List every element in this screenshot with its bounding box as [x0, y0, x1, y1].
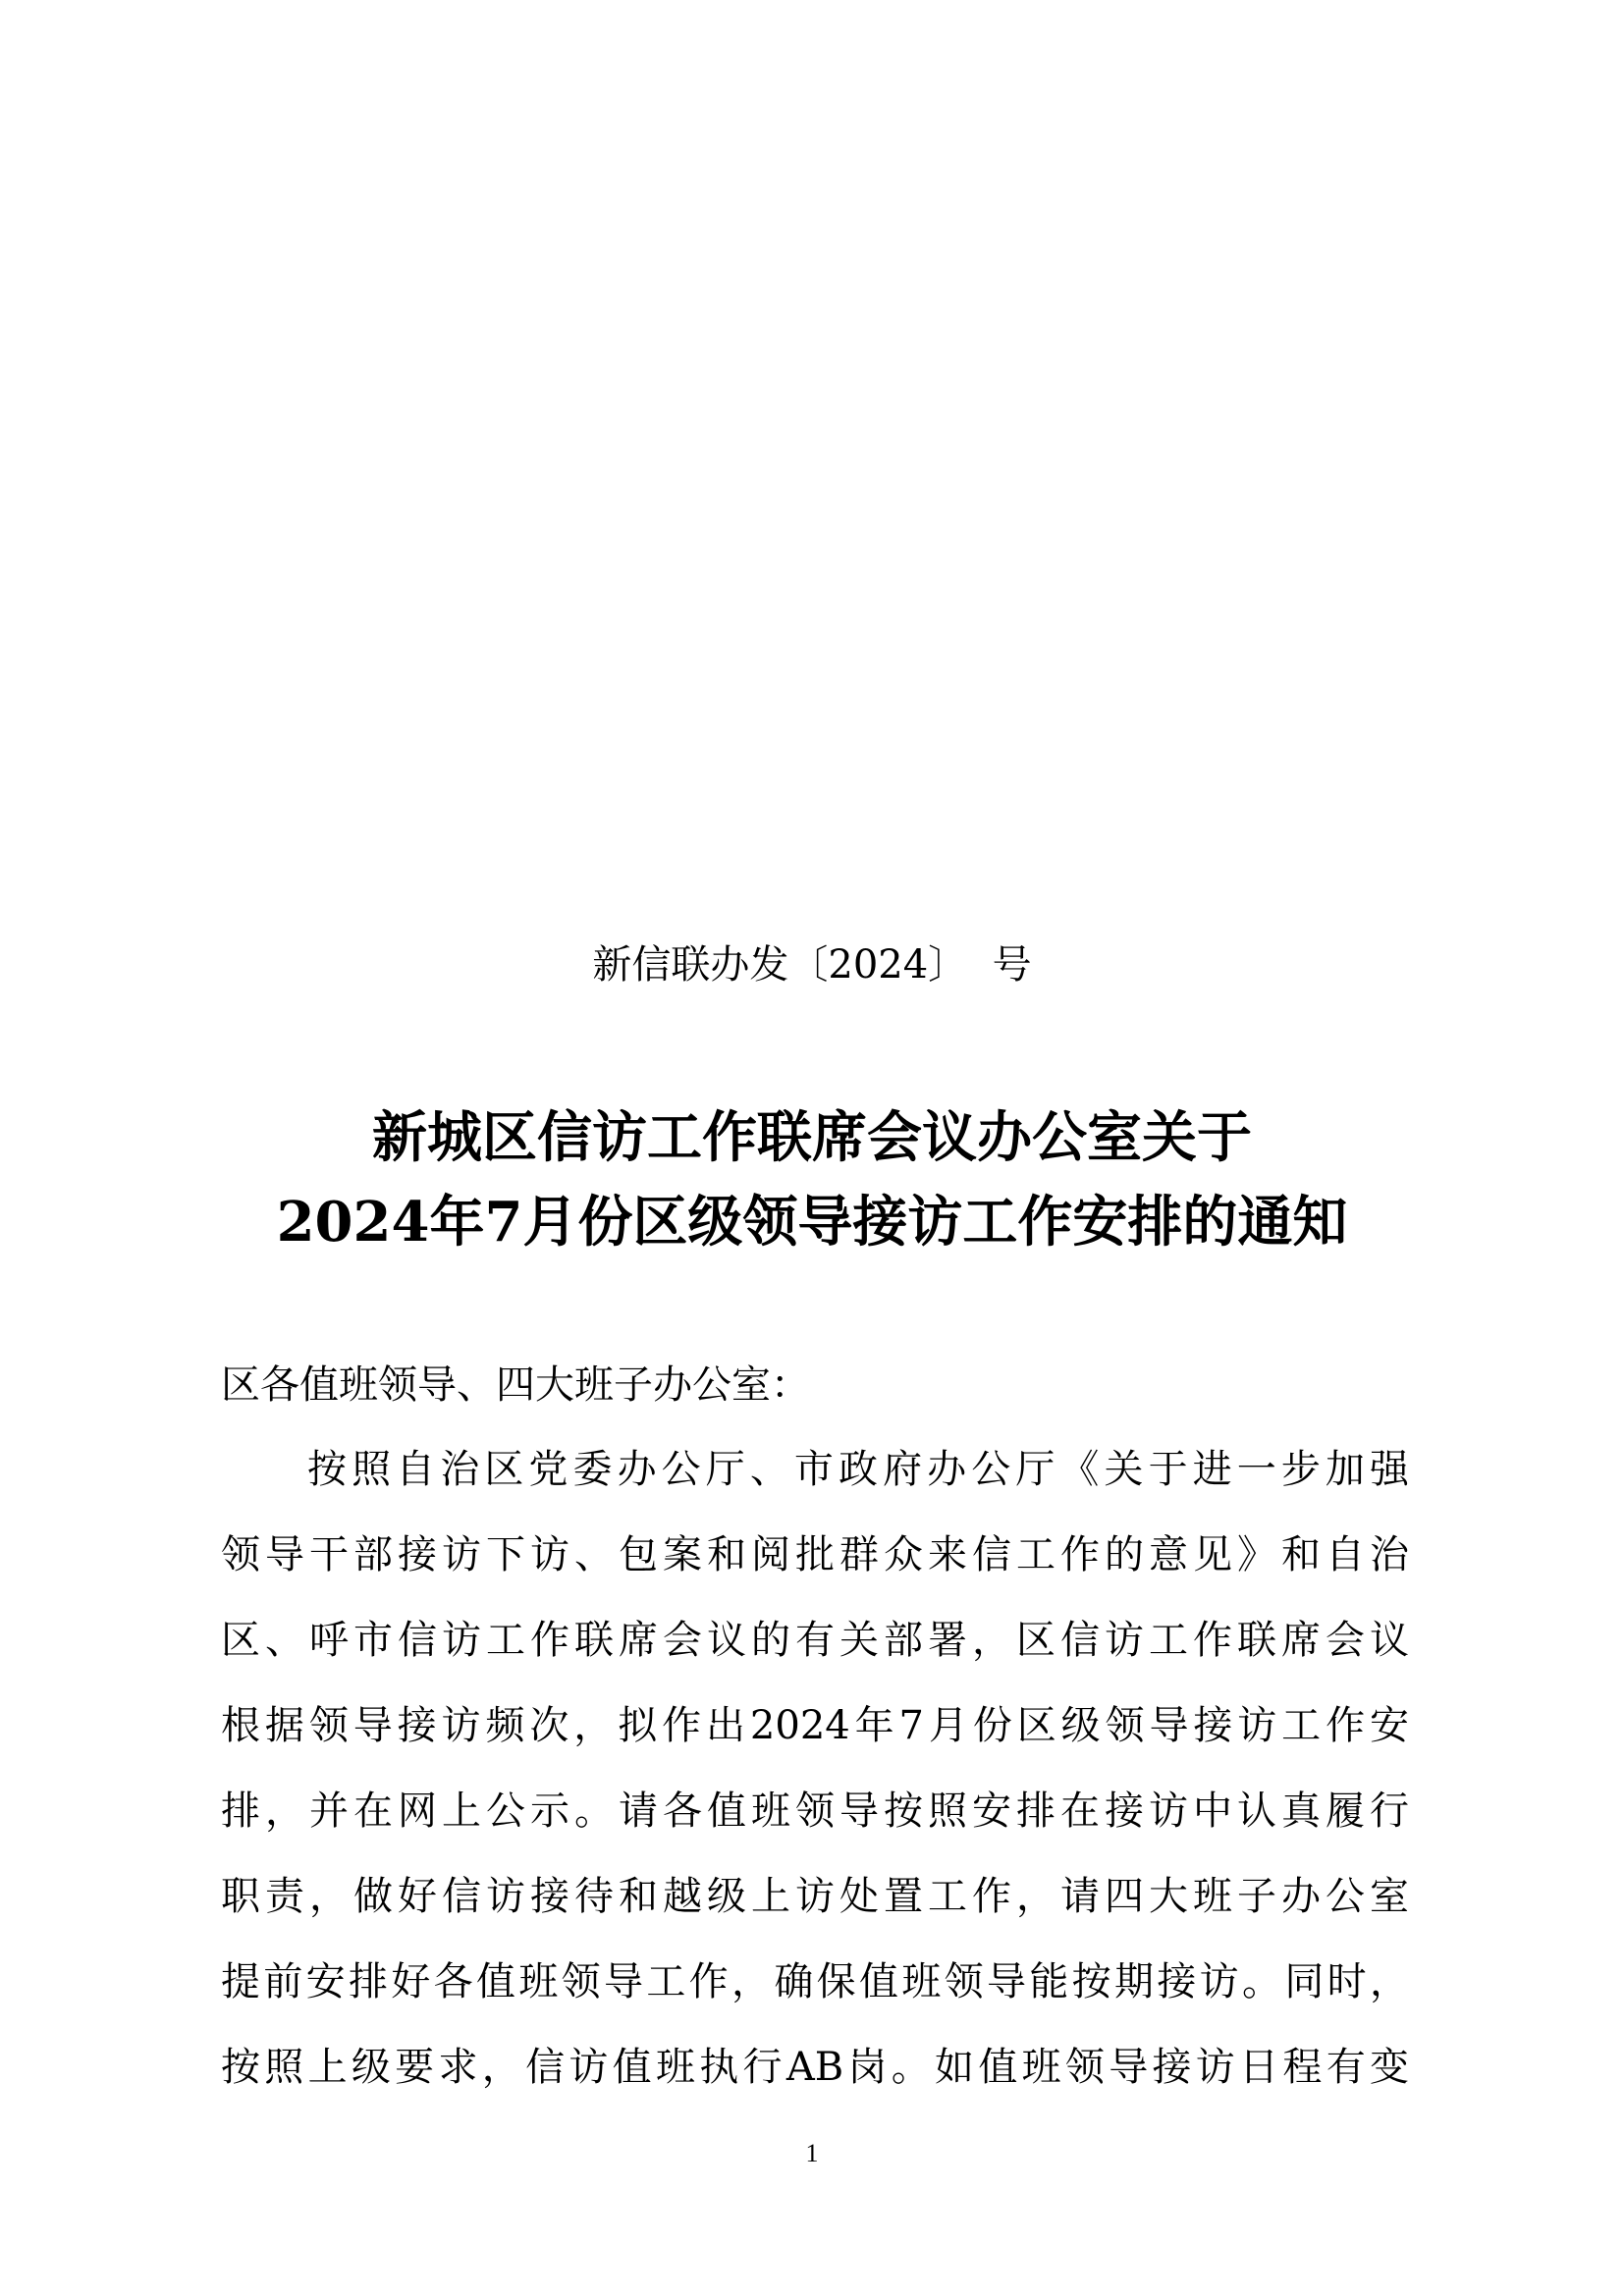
body-line-3: 区、呼市信访工作联席会议的有关部署，区信访工作联席会议: [221, 1618, 1409, 1663]
salutation: 区各值班领导、四大班子办公室：: [221, 1362, 810, 1408]
body-line-6: 职责，做好信访接待和越级上访处置工作，请四大班子办公室: [221, 1874, 1409, 1919]
title-line-1: 新城区信访工作联席会议办公室关于: [372, 1105, 1252, 1170]
body-line-8: 按照上级要求，信访值班执行AB岗。如值班领导接访日程有变: [221, 2045, 1409, 2090]
page-number: 1: [805, 2139, 819, 2167]
document-number: 新信联办发〔2024〕 号: [592, 942, 1032, 988]
body-line-1: 按照自治区党委办公厅、市政府办公厅《关于进一步加强: [307, 1447, 1409, 1492]
body-line-2: 领导干部接访下访、包案和阅批群众来信工作的意见》和自治: [221, 1532, 1409, 1577]
body-line-7: 提前安排好各值班领导工作，确保值班领导能按期接访。同时，: [221, 1959, 1409, 2004]
body-line-4: 根据领导接访频次，拟作出2024年7月份区级领导接访工作安: [221, 1703, 1409, 1748]
body-line-5: 排，并在网上公示。请各值班领导按照安排在接访中认真履行: [221, 1789, 1409, 1834]
title-line-2: 2024年7月份区级领导接访工作安排的通知: [276, 1190, 1348, 1255]
